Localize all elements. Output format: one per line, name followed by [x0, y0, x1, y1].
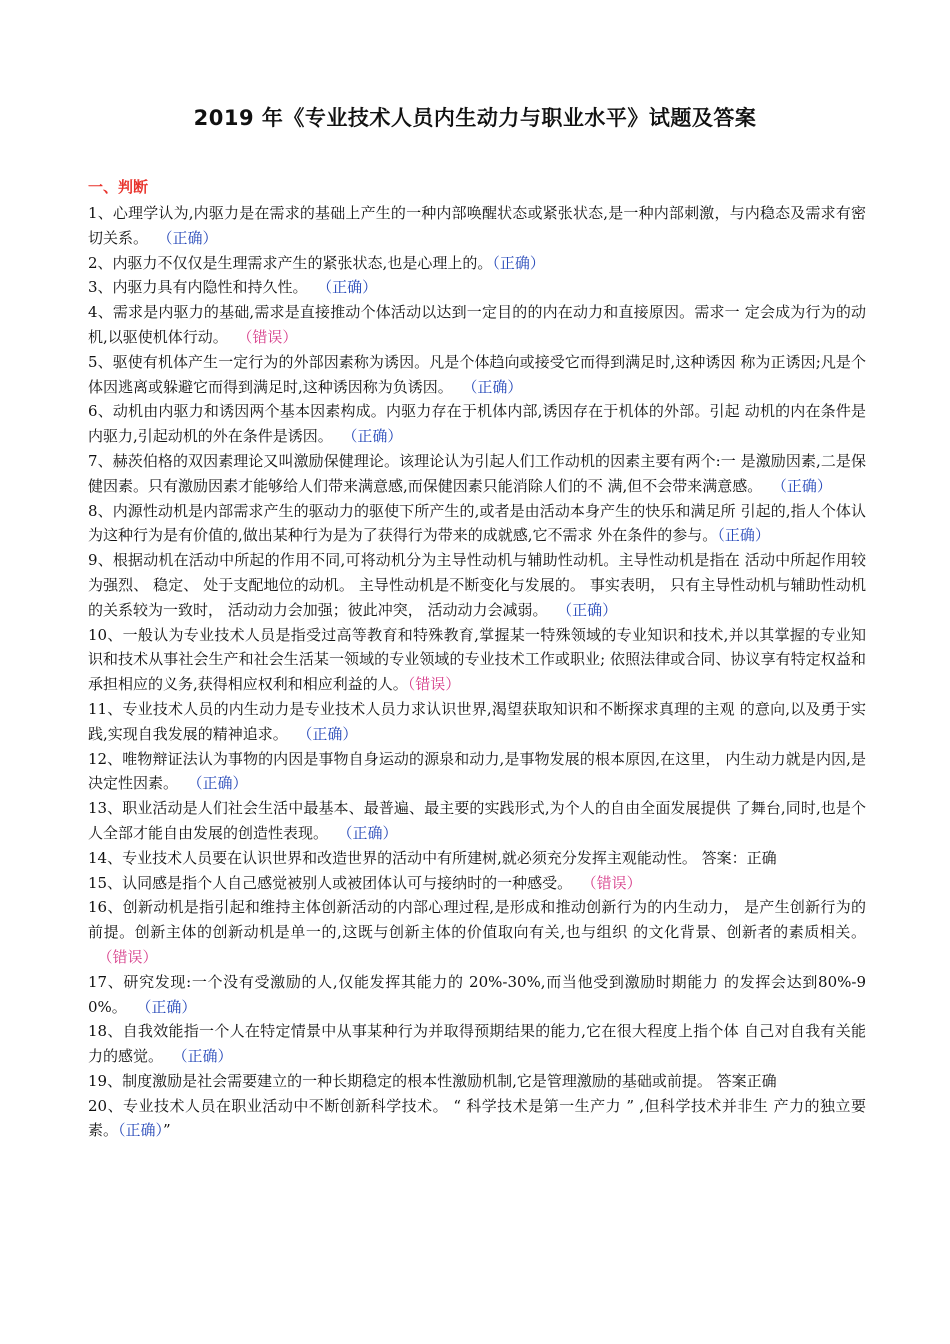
question-item [88, 1019, 866, 1069]
question-text: 12、唯物辩证法认为事物的内因是事物自身运动的源泉和动力,是事物发展的根本原因,在这里， 内生动力就是内因,是决定性因素。 [88, 749, 866, 793]
question-item [88, 251, 866, 276]
question-item [88, 846, 866, 871]
question-item [88, 871, 866, 896]
question-text: 6、动机由内驱力和诱因两个基本因素构成。内驱力存在于机体内部,诱因存在于机体的外部。引起 动机的内在条件是内驱力,引起动机的外在条件是诱因。 [88, 402, 866, 446]
question-text: 5、驱使有机体产生一定行为的外部因素称为诱因。凡是个体趋向或接受它而得到满足时,这种诱因 称为正诱因;凡是个体因逃离或躲避它而得到满足时,这种诱因称为负诱因。 [88, 352, 866, 396]
question-item [88, 449, 866, 499]
answer-correct: （正确） [178, 774, 248, 793]
question-text: 4、需求是内驱力的基础,需求是直接推动个体活动以达到一定目的的内在动力和直接原因。需求一 定会成为行为的动机,以驱使机体行动。 [88, 303, 866, 346]
question-text: 13、职业活动是人们社会生活中最基本、最普遍、最主要的实践形式,为个人的自由全面发展提供 了舞台,同时,也是个人全部才能自由发展的创造性表现。 [88, 799, 866, 842]
question-text: 8、内源性动机是内部需求产生的驱动力的驱使下所产生的,或者是由活动本身产生的快乐和满足所 引起的,指人个体认为这种行为是有价值的,做出某种行为是为了获得行为带来的成就感,它不需求 外在条件的参与。 [88, 501, 866, 545]
answer-correct: （正确） [492, 253, 545, 272]
section-heading-judgment: 一、判断 [88, 178, 149, 196]
question-text: 19、制度激励是社会需要建立的一种长期稳定的根本性激励机制,它是管理激励的基础或前提。 答案正确 [88, 1071, 777, 1090]
answer-correct: （正确） [328, 823, 398, 842]
question-item [88, 1069, 866, 1094]
question-text: 14、专业技术人员要在认识世界和改造世界的活动中有所建树,就必须充分发挥主观能动性。 答案：正确 [88, 848, 777, 867]
question-text: 2、内驱力不仅仅是生理需求产生的紧张状态,也是心理上的。 [88, 253, 493, 272]
question-text: 3、内驱力具有内隐性和持久性。 [88, 278, 308, 297]
question-item [88, 796, 866, 846]
question-item [88, 350, 866, 400]
answer-correct: （正确） [547, 600, 618, 619]
question-list [88, 201, 866, 1143]
question-text: 20、专业技术人员在职业活动中不断创新科学技术。 “ 科学技术是第一生产力 ” ,但科学技术并非生 产力的独立要素。 [88, 1096, 866, 1140]
answer-wrong: （错误） [227, 327, 298, 346]
answer-wrong: （错误） [572, 873, 642, 892]
question-item [88, 201, 866, 251]
question-text: 9、根据动机在活动中所起的作用不同,可将动机分为主导性动机与辅助性动机。主导性动机是指在 活动中所起作用较为强烈、 稳定、 处于支配地位的动机。 主导性动机是不断变化与发展的。 事实表明， 只有主导性动机与辅助性动机的关系较为一致时， 活动动力会加强；彼此冲突， 活动动力会减弱。 [88, 551, 866, 619]
answer-correct: （正确） [148, 228, 218, 247]
question-item [88, 623, 866, 697]
question-text: 1、心理学认为,内驱力是在需求的基础上产生的一种内部唤醒状态或紧张状态,是一种内部刺激，与内稳态及需求有密切关系。 [88, 204, 866, 247]
question-text: 16、创新动机是指引起和维持主体创新活动的内部心理过程,是形成和推动创新行为的内生动力， 是产生创新行为的前提。创新主体的创新动机是单一的,这既与创新主体的价值取向有关,也与组织 的文化背景、创新者的素质相关。 [88, 898, 866, 942]
question-text: 18、自我效能指一个人在特定情景中从事某种行为并取得预期结果的能力,它在很大程度上指个体 自己对自我有关能力的感觉。 [88, 1022, 866, 1066]
answer-wrong: （错误） [88, 947, 158, 966]
answer-correct: （正确） [287, 724, 358, 743]
question-text: 10、一般认为专业技术人员是指受过高等教育和特殊教育,掌握某一特殊领域的专业知识和技术,并以其掌握的专业知识和技术从事社会生产和社会生活某一领域的专业领域的专业技术工作或职业; 依照法律或合同、协议享有特定权益和承担相应的义务,获得相应权利和相应利益的人。 [88, 625, 866, 694]
answer-correct: （正确） [762, 476, 832, 495]
answer-correct: （正确） [118, 1121, 164, 1140]
question-item [88, 275, 866, 300]
question-item [88, 300, 866, 350]
answer-correct: （正确） [452, 377, 523, 396]
question-item [88, 548, 866, 622]
question-item [88, 499, 866, 549]
closing-quote: ” [163, 1121, 171, 1140]
question-text: 15、认同感是指个人自己感觉被别人或被团体认可与接纳时的一种感受。 [88, 873, 573, 892]
question-text: 11、专业技术人员的内生动力是专业技术人员力求认识世界,渴望获取知识和不断探求真理的主观 的意向,以及勇于实践,实现自我发展的精神追求。 [88, 699, 866, 743]
question-item [88, 399, 866, 449]
document-title: 2019 年《专业技术人员内生动力与职业水平》试题及答案 [193, 106, 757, 130]
question-item [88, 970, 866, 1020]
question-text: 7、赫茨伯格的双因素理论又叫激励保健理论。该理论认为引起人们工作动机的因素主要有两个:一 是激励因素,二是保健因素。只有激励因素才能够给人们带来满意感,而保健因素只能消除人们的不 满,但不会带来满意感。 [88, 451, 866, 495]
answer-correct: （正确） [307, 278, 378, 297]
question-item [88, 697, 866, 747]
answer-correct: （正确） [332, 427, 403, 446]
question-item [88, 895, 866, 969]
answer-correct: （正确） [126, 997, 197, 1016]
answer-correct: （正确） [717, 526, 770, 545]
question-text: 17、研究发现:一个没有受激励的人,仅能发挥其能力的 20%-30%,而当他受到激励时期能力 的发挥会达到80%-90%。 [88, 972, 866, 1016]
answer-wrong: （错误） [407, 675, 461, 694]
answer-correct: （正确） [163, 1047, 233, 1066]
question-item [88, 747, 866, 797]
question-item [88, 1094, 866, 1144]
